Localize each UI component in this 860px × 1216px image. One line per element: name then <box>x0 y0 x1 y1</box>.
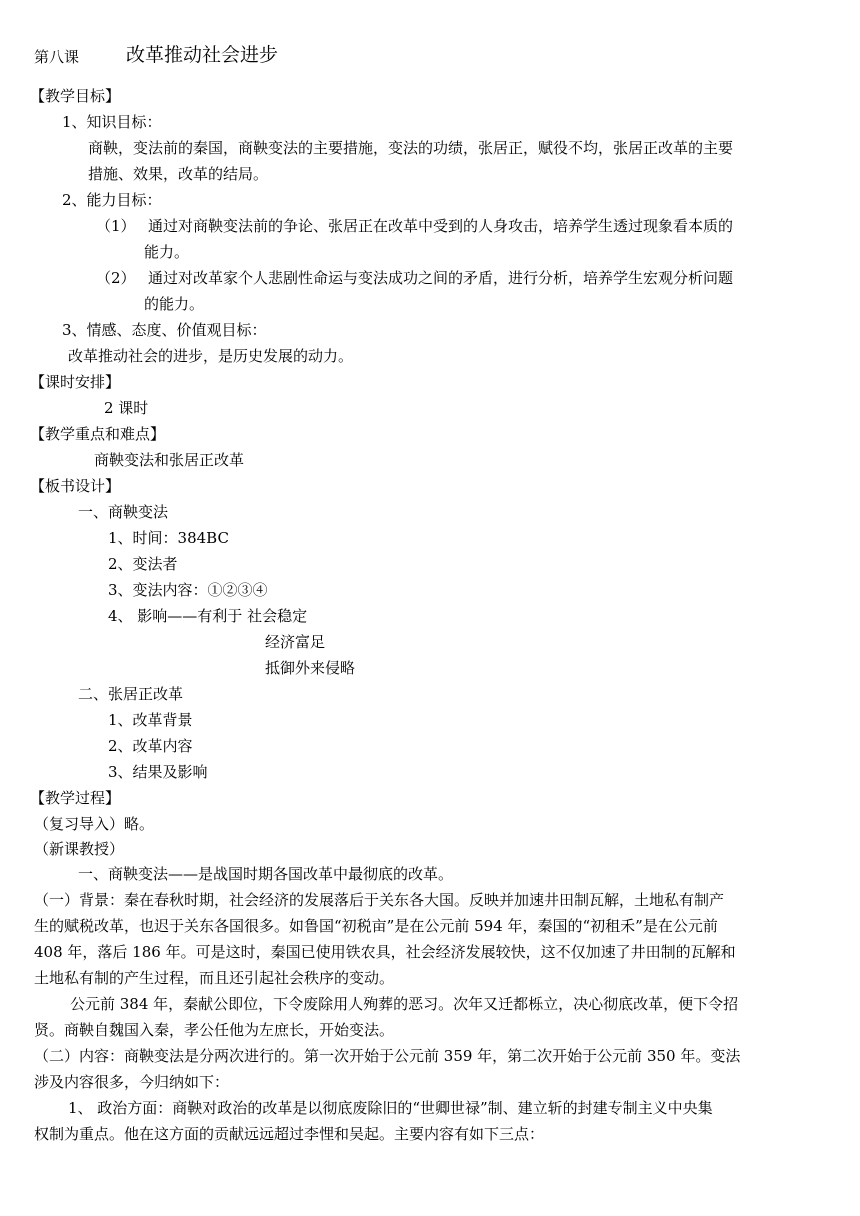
objectives-heading: 【教学目标】 <box>30 87 121 105</box>
ability-1-number: （1） <box>96 217 136 235</box>
board-section1-item2: 2、变法者 <box>108 555 178 573</box>
emotion-label: 3、情感、态度、价值观目标： <box>62 321 267 339</box>
ability-label: 2、能力目标： <box>62 191 162 209</box>
content-line1: （二）内容：商鞅变法是分两次进行的。第一次开始于公元前 359 年，第二次开始于公元前 350 年。变法 <box>34 1047 741 1065</box>
board-section2-item1: 1、改革背景 <box>108 711 193 729</box>
board-section1-item1: 1、时间：384BC <box>108 529 229 547</box>
background-line2: 生的赋税改革，也迟于关东各国很多。如鲁国“初税亩”是在公元前 594 年，秦国的“初租禾”是在公元前 <box>34 917 718 935</box>
review-text: （复习导入）略。 <box>34 815 155 833</box>
ability-2-number: （2） <box>96 269 136 287</box>
background-line1: （一）背景：秦在春秋时期，社会经济的发展落后于关东各大国。反映并加速井田制瓦解，土地私有制产 <box>34 891 725 909</box>
board-section1-title: 一、商鞅变法 <box>78 503 169 521</box>
new-lesson-text: （新课教授） <box>34 840 125 858</box>
background-line3: 408 年，落后 186 年。可是这时，秦国已使用铁农具，社会经济发展较快，这不仅加速了井田制的瓦解和 <box>34 943 736 961</box>
paragraph2-line2: 贤。商鞅自魏国入秦，孝公任他为左庶长，开始变法。 <box>34 1021 395 1039</box>
board-section2-item3: 3、结果及影响 <box>108 763 208 781</box>
board-section1-item3: 3、变法内容：①②③④ <box>108 581 268 599</box>
ability-1-line2: 能力。 <box>144 243 190 261</box>
key-points-text: 商鞅变法和张居正改革 <box>94 451 245 469</box>
board-heading: 【板书设计】 <box>30 477 121 495</box>
ability-2-line1: 通过对改革家个人悲剧性命运与变法成功之间的矛盾，进行分析，培养学生宏观分析问题 <box>148 269 734 287</box>
board-section1-item4: 4、 影响——有利于 社会稳定 <box>108 607 308 625</box>
process-heading: 【教学过程】 <box>30 789 121 807</box>
background-line4: 土地私有制的产生过程，而且还引起社会秩序的变动。 <box>34 969 395 987</box>
board-section1-item4-b: 经济富足 <box>265 633 326 651</box>
board-section2-item2: 2、改革内容 <box>108 737 193 755</box>
ability-1-line1: 通过对商鞅变法前的争论、张居正在改革中受到的人身攻击，培养学生透过现象看本质的 <box>148 217 734 235</box>
paragraph2-line1: 公元前 384 年，秦献公即位，下令废除用人殉葬的恶习。次年又迁都栎立，决心彻底改革，便下令招 <box>70 995 739 1013</box>
ability-2-line2: 的能力。 <box>144 295 205 313</box>
knowledge-text-line1: 商鞅，变法前的秦国，商鞅变法的主要措施，变法的功绩，张居正，赋役不均，张居正改革的主要 <box>88 139 734 157</box>
knowledge-text-line2: 措施、效果，改革的结局。 <box>88 165 269 183</box>
political-line2: 权制为重点。他在这方面的贡献远远超过李悝和吴起。主要内容有如下三点： <box>34 1125 545 1143</box>
part1-title: 一、商鞅变法——是战国时期各国改革中最彻底的改革。 <box>78 865 454 883</box>
knowledge-label: 1、知识目标： <box>62 113 162 131</box>
board-section1-item4-c: 抵御外来侵略 <box>265 659 356 677</box>
schedule-text: 2 课时 <box>104 399 149 417</box>
key-points-heading: 【教学重点和难点】 <box>30 425 166 443</box>
emotion-text: 改革推动社会的进步，是历史发展的动力。 <box>68 347 354 365</box>
board-section2-title: 二、张居正改革 <box>78 685 184 703</box>
page-title: 改革推动社会进步 <box>126 44 279 66</box>
schedule-heading: 【课时安排】 <box>30 373 121 391</box>
content-line2: 涉及内容很多，今归纳如下： <box>34 1073 230 1091</box>
lesson-number: 第八课 <box>34 48 80 66</box>
political-line1: 1、 政治方面：商鞅对政治的改革是以彻底废除旧的“世卿世禄”制、建立斩的封建专制主义中央集 <box>68 1099 713 1117</box>
